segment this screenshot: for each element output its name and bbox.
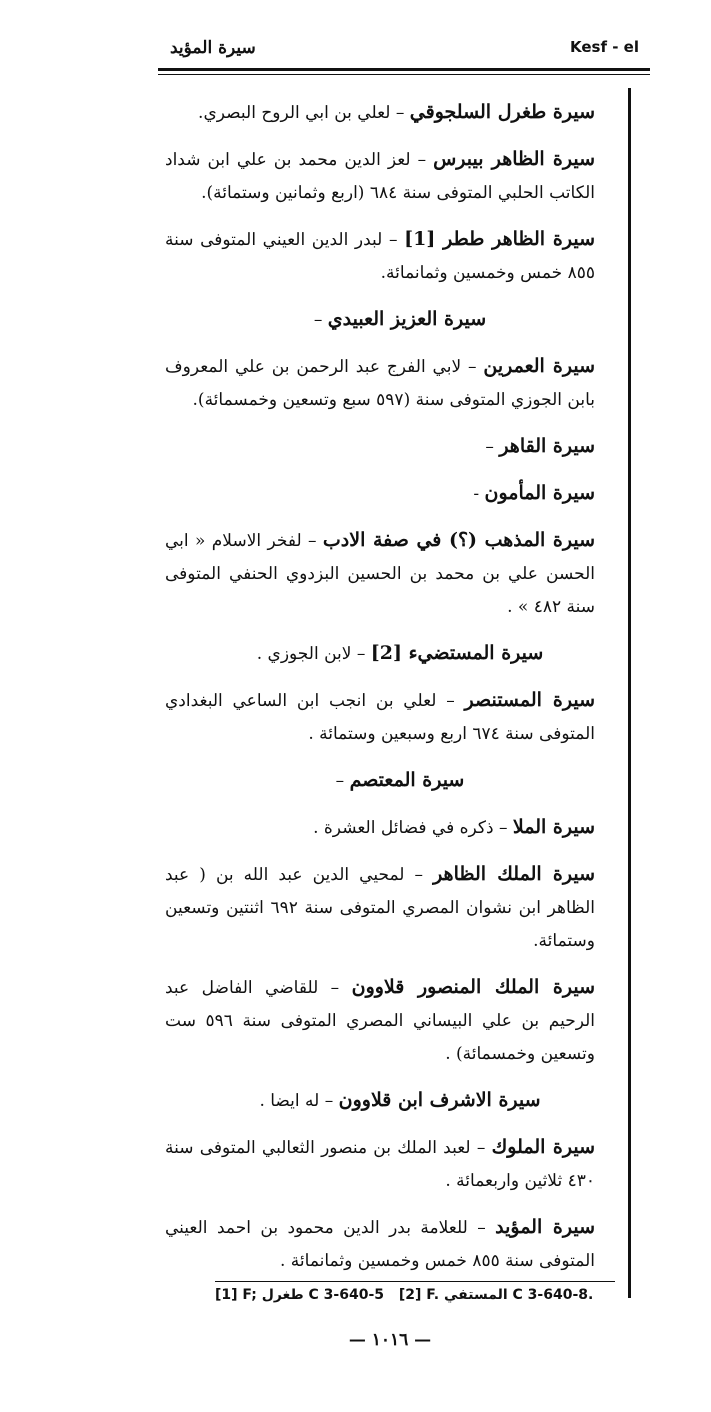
entry: [165, 303, 613, 337]
entry-title: سيرة الملك الظاهر: [433, 863, 596, 885]
entry-text: – لفخر الاسلام « ابي الحسن علي بن محمد بن الحسين البزدوي الحنفي المتوفى سنة ٤٨٢ » .: [165, 531, 595, 617]
entry: [165, 1131, 613, 1198]
entry: [165, 143, 613, 210]
running-head-source: Kesf - el: [570, 38, 639, 56]
entry-title: سيرة المؤيد: [495, 1216, 595, 1238]
entry-text: –: [485, 437, 500, 457]
footnote: [2] F. المستفي C 3-640-8.: [398, 1287, 594, 1303]
entry-title: سيرة المذهب (؟) في صفة الادب: [322, 529, 596, 551]
entry: [165, 637, 613, 671]
entry-title: سيرة القاهر: [499, 435, 595, 457]
entry-title: سيرة الاشرف ابن قلاوون: [338, 1089, 541, 1111]
entry-text: – للقاضي الفاضل عبد الرحيم بن علي البيساني المصري المتوفى سنة ٥٩٦ ست وتسعين وخمسمائة) .: [165, 978, 596, 1064]
entry-title: سيرة الملك المنصور قلاوون: [351, 976, 595, 998]
entry-title: سيرة المعتصم: [349, 769, 465, 791]
entry-text: – لابن الجوزي .: [256, 644, 371, 664]
entry: [165, 811, 613, 845]
margin-line: [628, 88, 631, 1298]
header-rule-thin: [158, 74, 650, 75]
entry: [165, 1084, 613, 1118]
entry: [165, 764, 613, 798]
entry: [165, 430, 613, 464]
entry-title: سيرة الملا: [512, 816, 595, 838]
entry-title: سيرة المأمون: [484, 482, 595, 504]
entry: [165, 971, 613, 1071]
entry-text: – ذكره في فضائل العشرة .: [313, 818, 513, 838]
entry: [165, 858, 613, 958]
entry: [165, 684, 613, 751]
entry-title: سيرة الظاهر بيبرس: [433, 148, 595, 170]
entry-text: – له ايضا .: [259, 1091, 339, 1111]
entry-text: – لعز الدين محمد بن علي ابن شداد الكاتب الحلبي المتوفى سنة ٦٨٤ (اربع وثمانين وستمائة).: [165, 150, 595, 203]
entry-text: – لعلي بن ابي الروح البصري.: [198, 103, 410, 123]
entry-title: سيرة المستنصر: [464, 689, 595, 711]
entry-title: سيرة المستضيء [2]: [370, 642, 544, 664]
entry: [165, 223, 613, 290]
footnote-rule: [215, 1281, 615, 1282]
entry: [165, 96, 613, 130]
entry: [165, 1211, 613, 1278]
entry: [165, 524, 613, 624]
entry-text: – لابي الفرج عبد الرحمن بن علي المعروف بابن الجوزي المتوفى سنة (٥٩٧ سبع وتسعين وخمسمائة).: [165, 357, 595, 410]
header-rule-thick: [158, 68, 650, 71]
entry-title: سيرة طغرل السلجوقي: [409, 101, 595, 123]
running-head-section: سيرة المؤيد: [170, 38, 256, 58]
running-head: [160, 38, 650, 62]
entry-title: سيرة الظاهر ططر [1]: [404, 228, 595, 250]
entry: [165, 350, 613, 417]
entry-text: – للعلامة بدر الدين محمود بن احمد العيني المتوفى سنة ٨٥٥ خمس وخمسين وثمانمائة .: [165, 1218, 595, 1271]
entry-text: –: [335, 771, 350, 791]
entries-list: [165, 96, 613, 1291]
entry-text: -: [473, 484, 485, 504]
entry-text: –: [313, 310, 328, 330]
entry-title: سيرة العمرين: [483, 355, 595, 377]
footnote: [1] F; طغرل C 3-640-5: [215, 1287, 384, 1303]
entry-text: – لبدر الدين العيني المتوفى سنة ٨٥٥ خمس وخمسين وثمانمائة.: [165, 230, 595, 283]
entry-text: – لعبد الملك بن منصور الثعالبي المتوفى سنة ٤٣٠ ثلاثين واربعمائة .: [165, 1138, 595, 1191]
page-number: — ١٠١٦ —: [348, 1330, 432, 1350]
entry-text: – لمحيي الدين عبد الله بن ( عبد الظاهر ابن نشوان المصري المتوفى سنة ٦٩٢ اثنتين وتسعين وستمائة.: [165, 865, 595, 951]
footnotes: [215, 1287, 615, 1313]
entry: [165, 477, 613, 511]
entry-title: سيرة العزيز العبيدي: [327, 308, 487, 330]
entry-text: – لعلي بن انجب ابن الساعي البغدادي المتوفى سنة ٦٧٤ اربع وسبعين وستمائة .: [165, 691, 595, 744]
entry-title: سيرة الملوك: [491, 1136, 595, 1158]
